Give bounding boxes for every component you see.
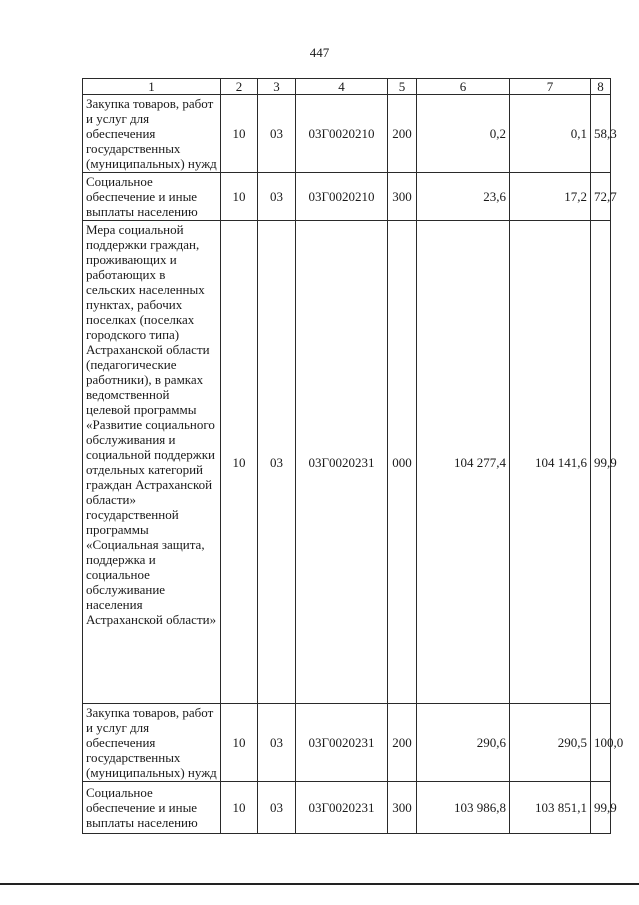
execution-percent: 58,3 bbox=[591, 95, 611, 173]
column-header: 5 bbox=[388, 79, 417, 95]
table-row bbox=[83, 782, 611, 834]
execution-percent: 100,0 bbox=[591, 704, 611, 782]
target-article-code: 03Г0020210 bbox=[296, 173, 388, 221]
approved-amount: 0,2 bbox=[417, 95, 510, 173]
target-article-code: 03Г0020231 bbox=[296, 782, 388, 834]
column-header: 4 bbox=[296, 79, 388, 95]
execution-percent: 99,9 bbox=[591, 221, 611, 704]
expense-type-code: 000 bbox=[388, 221, 417, 704]
page-number: 447 bbox=[309, 45, 330, 60]
table-row bbox=[83, 95, 611, 173]
row-description: Закупка товаров, работ и услуг для обеспечения государственных (муниципальных) нужд bbox=[83, 95, 221, 173]
section-code: 10 bbox=[221, 782, 258, 834]
execution-percent: 99,9 bbox=[591, 782, 611, 834]
column-header: 8 bbox=[591, 79, 611, 95]
column-header: 1 bbox=[83, 79, 221, 95]
header-row bbox=[83, 79, 611, 95]
subsection-code: 03 bbox=[258, 704, 296, 782]
target-article-code: 03Г0020231 bbox=[296, 704, 388, 782]
expense-type-code: 300 bbox=[388, 173, 417, 221]
table-row bbox=[83, 173, 611, 221]
executed-amount: 17,2 bbox=[510, 173, 591, 221]
section-code: 10 bbox=[221, 173, 258, 221]
subsection-code: 03 bbox=[258, 782, 296, 834]
table-row bbox=[83, 221, 611, 704]
target-article-code: 03Г0020231 bbox=[296, 221, 388, 704]
expense-type-code: 200 bbox=[388, 704, 417, 782]
budget-table bbox=[82, 78, 624, 834]
row-description: Мера социальной поддержки граждан, проживающих и работающих в сельских населенных пунктах, рабочих поселках (поселках городского типа) Астраханской области (педагогические работники), в рамках ведомственной целевой программы «Развитие социального обслуживания и социальной поддержки отдельных категорий граждан Астраханской области» государственной программы «Социальная защита, поддержка и социальное обслуживание населения Астраханской области» bbox=[83, 221, 221, 704]
table-row bbox=[83, 704, 611, 782]
target-article-code: 03Г0020210 bbox=[296, 95, 388, 173]
approved-amount: 103 986,8 bbox=[417, 782, 510, 834]
section-code: 10 bbox=[221, 221, 258, 704]
executed-amount: 104 141,6 bbox=[510, 221, 591, 704]
section-code: 10 bbox=[221, 704, 258, 782]
subsection-code: 03 bbox=[258, 95, 296, 173]
executed-amount: 290,5 bbox=[510, 704, 591, 782]
column-header: 3 bbox=[258, 79, 296, 95]
approved-amount: 290,6 bbox=[417, 704, 510, 782]
section-code: 10 bbox=[221, 95, 258, 173]
subsection-code: 03 bbox=[258, 173, 296, 221]
expense-type-code: 200 bbox=[388, 95, 417, 173]
subsection-code: 03 bbox=[258, 221, 296, 704]
executed-amount: 103 851,1 bbox=[510, 782, 591, 834]
approved-amount: 104 277,4 bbox=[417, 221, 510, 704]
execution-percent: 72,7 bbox=[591, 173, 611, 221]
approved-amount: 23,6 bbox=[417, 173, 510, 221]
bottom-divider bbox=[0, 883, 639, 885]
column-header: 6 bbox=[417, 79, 510, 95]
executed-amount: 0,1 bbox=[510, 95, 591, 173]
column-header: 2 bbox=[221, 79, 258, 95]
row-description: Социальное обеспечение и иные выплаты населению bbox=[83, 173, 221, 221]
row-description: Закупка товаров, работ и услуг для обеспечения государственных (муниципальных) нужд bbox=[83, 704, 221, 782]
expense-type-code: 300 bbox=[388, 782, 417, 834]
column-header: 7 bbox=[510, 79, 591, 95]
row-description: Социальное обеспечение и иные выплаты населению bbox=[83, 782, 221, 834]
